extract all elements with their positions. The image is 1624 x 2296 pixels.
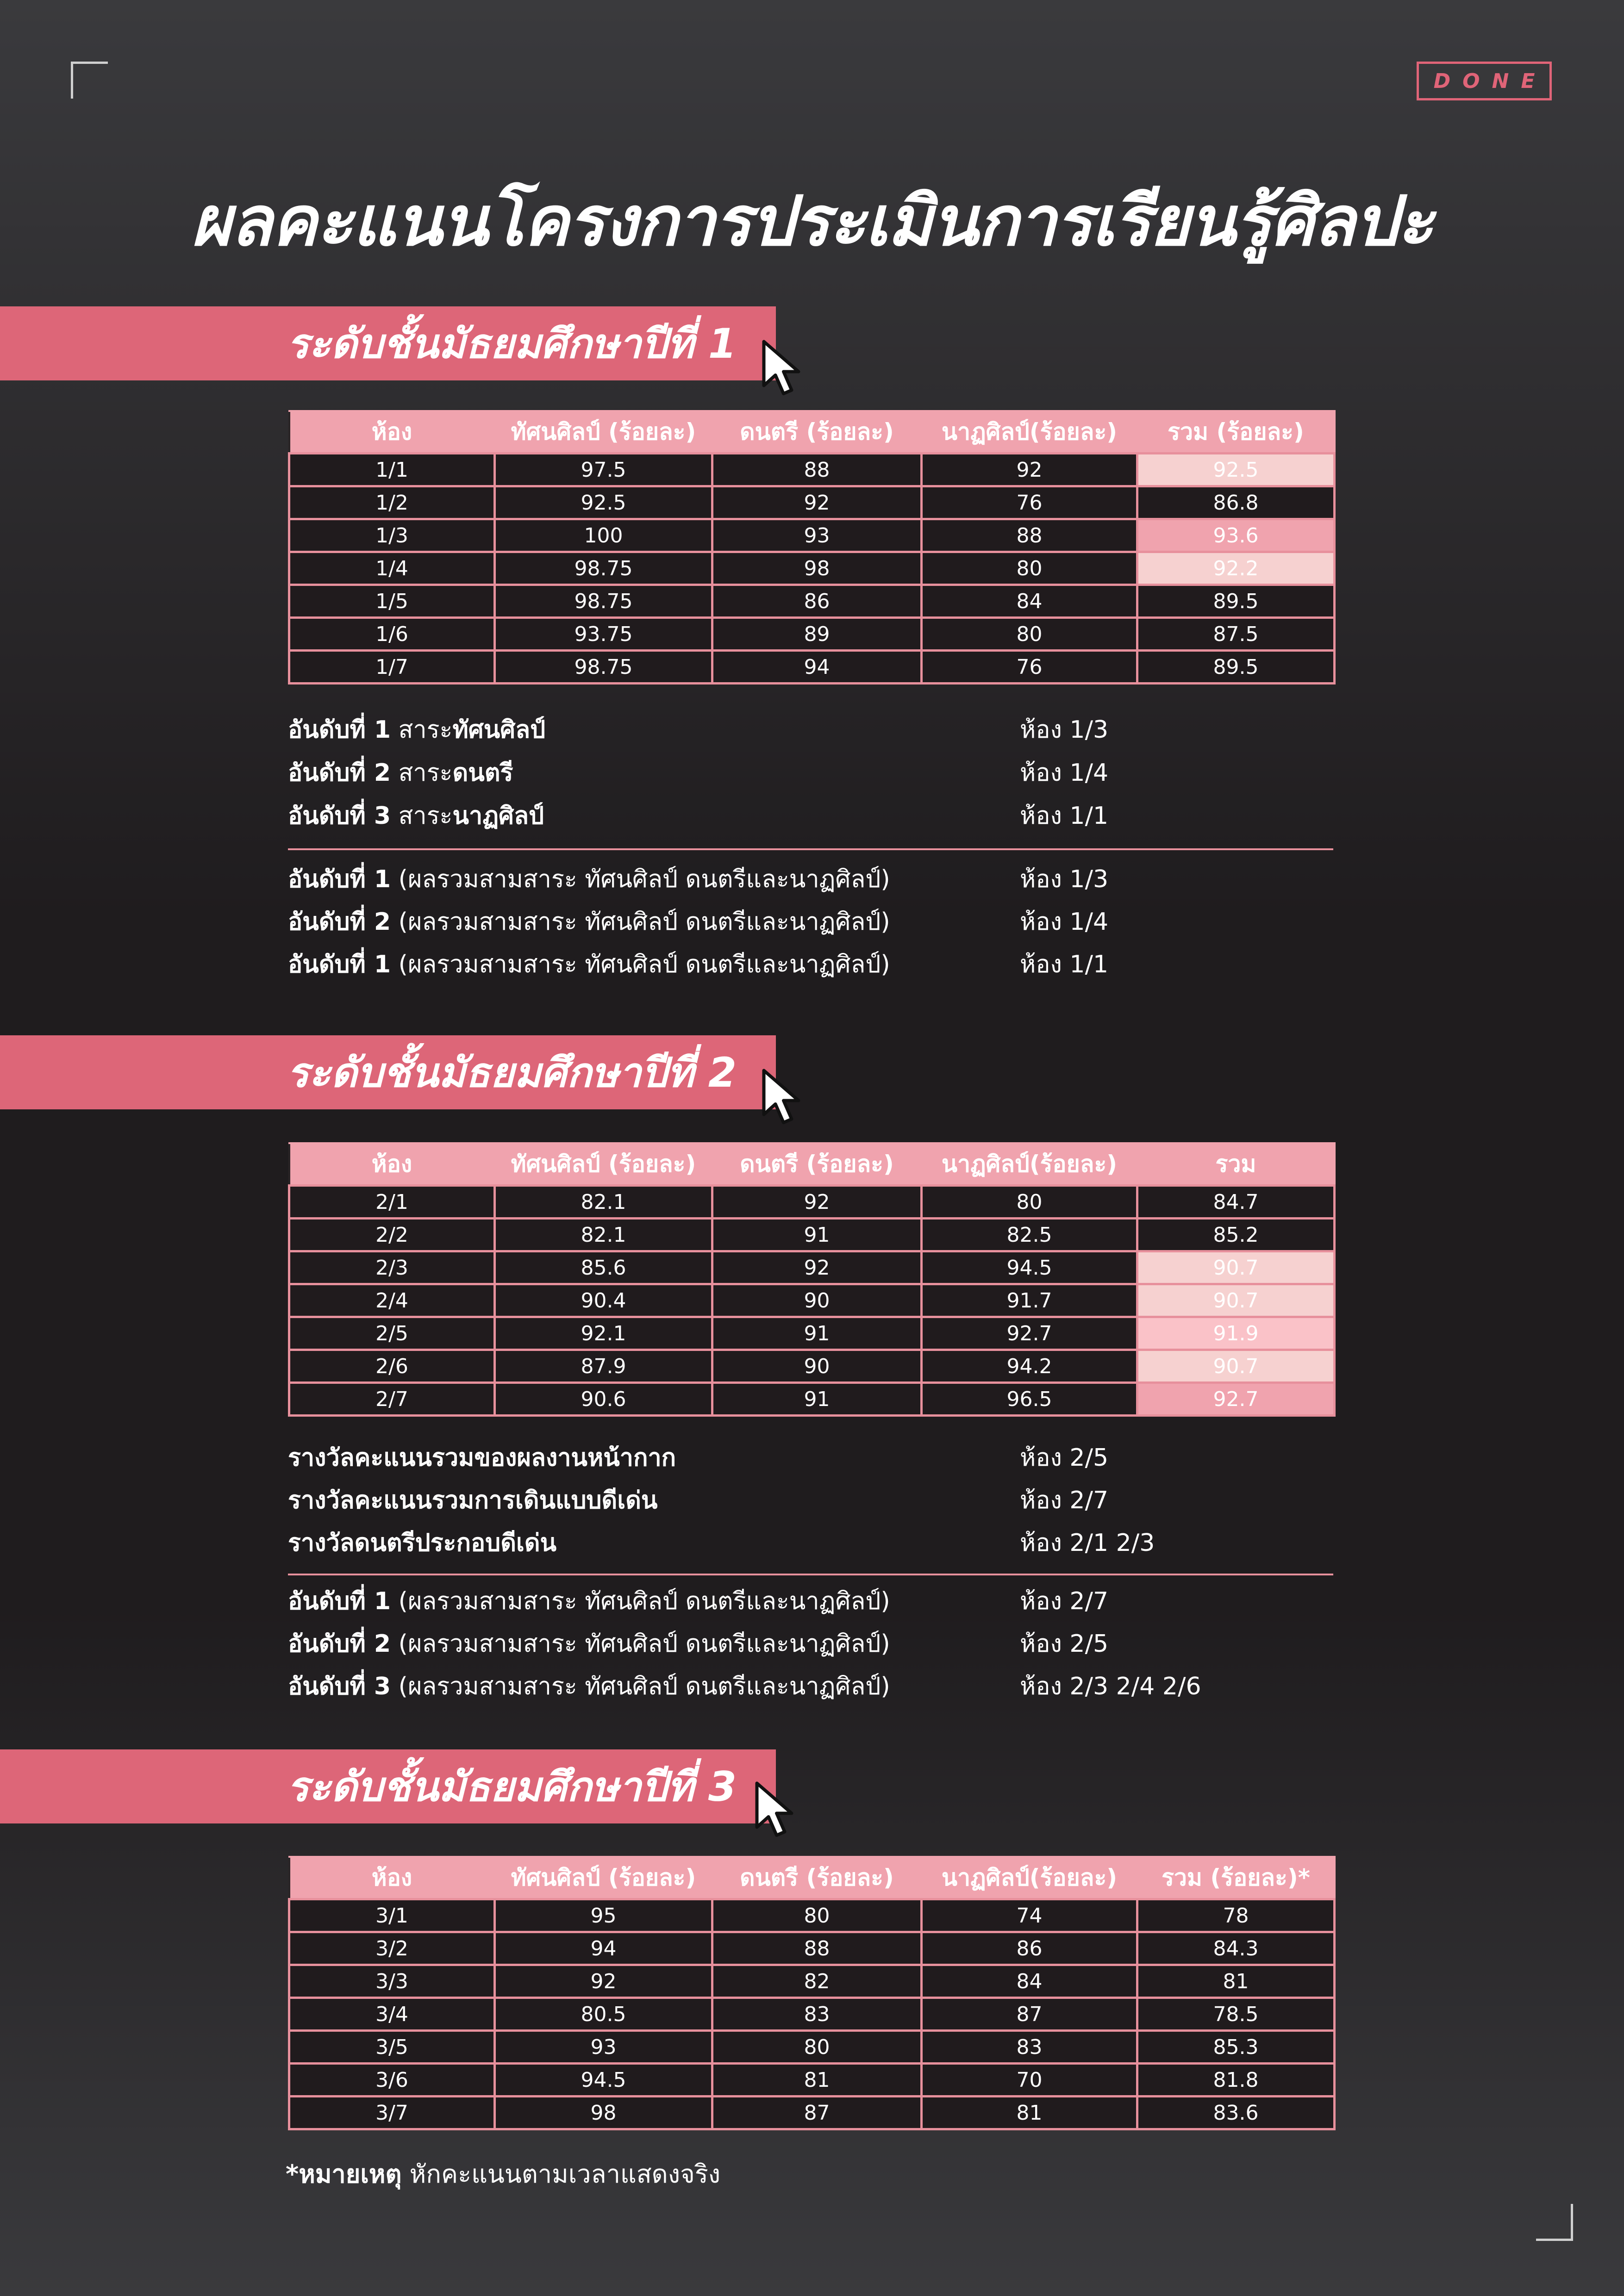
total-cell: 81: [1137, 1965, 1335, 1998]
table-cell: 94: [495, 1932, 712, 1965]
table-cell: 1/7: [289, 651, 495, 684]
total-cell-highlighted: 92.5: [1137, 454, 1335, 486]
table-cell: 92.5: [495, 486, 712, 519]
total-cell: 87.5: [1137, 618, 1335, 651]
table-cell: 3/7: [289, 2097, 495, 2129]
table-cell: 76: [922, 486, 1137, 519]
table-cell: 100: [495, 519, 712, 552]
table-cell: 3/6: [289, 2064, 495, 2097]
table-cell: 82.1: [495, 1186, 712, 1219]
table-cell: 3/1: [289, 1899, 495, 1932]
table-row: [289, 552, 1335, 585]
total-cell: 85.2: [1137, 1219, 1335, 1251]
table-row: [289, 1284, 1335, 1317]
table-cell: 93.75: [495, 618, 712, 651]
footnote: *หมายเหตุ หักคะแนนตามเวลาแสดงจริง: [286, 2159, 721, 2189]
table-cell: 80: [922, 1186, 1137, 1219]
section-banner-m1: [0, 306, 776, 380]
table-cell: 95: [495, 1899, 712, 1932]
cursor-arrow-icon: [752, 1781, 803, 1841]
table-cell: 1/6: [289, 618, 495, 651]
table-cell: 2/3: [289, 1251, 495, 1284]
table-row: [289, 1965, 1335, 1998]
total-cell-highlighted: 92.2: [1137, 552, 1335, 585]
table-cell: 81: [922, 2097, 1137, 2129]
scores-table-m3: [288, 1856, 1336, 2130]
table-cell: 76: [922, 651, 1137, 684]
table-cell: 86: [922, 1932, 1137, 1965]
corner-mark-top-left: [71, 62, 108, 99]
total-cell: 84.3: [1137, 1932, 1335, 1965]
table-cell: 83: [712, 1998, 922, 2031]
section-heading: ระดับชั้นมัธยมศึกษาปีที่ 2: [287, 1049, 737, 1096]
cursor-arrow-icon: [759, 1068, 810, 1128]
total-cell: 78.5: [1137, 1998, 1335, 2031]
cursor-arrow-icon: [759, 339, 810, 399]
table-cell: 2/2: [289, 1219, 495, 1251]
table-cell: 88: [922, 519, 1137, 552]
table-cell: 98: [495, 2097, 712, 2129]
overall-rank-item: อันดับที่ 1 (ผลรวมสามสาระ ทัศนศิลป์ ดนตรีและนาฏศิลป์): [288, 1587, 890, 1615]
total-cell: 86.8: [1137, 486, 1335, 519]
table-cell: 98: [712, 552, 922, 585]
table-row: [289, 486, 1335, 519]
total-cell: 78: [1137, 1899, 1335, 1932]
table-header-row: [289, 1857, 1335, 1899]
table-cell: 94.5: [495, 2064, 712, 2097]
table-row: [289, 1251, 1335, 1284]
table-cell: 92: [712, 486, 922, 519]
table-cell: 83: [922, 2031, 1137, 2064]
column-header: นาฏศิลป์(ร้อยละ): [922, 1143, 1137, 1186]
table-cell: 98.75: [495, 552, 712, 585]
table-row: [289, 651, 1335, 684]
table-cell: 2/7: [289, 1383, 495, 1416]
table-cell: 91: [712, 1383, 922, 1416]
overall-rank-item: อันดับที่ 2 (ผลรวมสามสาระ ทัศนศิลป์ ดนตรีและนาฏศิลป์): [288, 908, 890, 936]
section-heading: ระดับชั้นมัธยมศึกษาปีที่ 1: [287, 320, 737, 367]
total-cell: 89.5: [1137, 651, 1335, 684]
table-cell: 87.9: [495, 1350, 712, 1383]
table-cell: 80.5: [495, 1998, 712, 2031]
table-cell: 84: [922, 1965, 1137, 1998]
table-cell: 96.5: [922, 1383, 1137, 1416]
table-cell: 1/2: [289, 486, 495, 519]
award-item: รางวัลคะแนนรวมการเดินแบบดีเด่น: [288, 1487, 658, 1514]
divider: [288, 848, 1333, 850]
scores-table-m1: [288, 410, 1336, 684]
table-cell: 90: [712, 1284, 922, 1317]
table-row: [289, 454, 1335, 486]
overall-rank-item: อันดับที่ 3 (ผลรวมสามสาระ ทัศนศิลป์ ดนตรีและนาฏศิลป์): [288, 1673, 890, 1700]
table-cell: 94: [712, 651, 922, 684]
corner-mark-bottom-right: [1536, 2204, 1573, 2241]
table-cell: 84: [922, 585, 1137, 618]
total-cell: 84.7: [1137, 1186, 1335, 1219]
table-cell: 94.5: [922, 1251, 1137, 1284]
overall-rank-room: ห้อง 2/7: [1020, 1587, 1109, 1615]
table-cell: 1/4: [289, 552, 495, 585]
overall-rank-room: ห้อง 2/3 2/4 2/6: [1020, 1673, 1201, 1700]
column-header: รวม (ร้อยละ): [1137, 411, 1335, 454]
table-cell: 80: [922, 552, 1137, 585]
table-row: [289, 1317, 1335, 1350]
table-cell: 89: [712, 618, 922, 651]
overall-rank-room: ห้อง 1/4: [1020, 908, 1109, 936]
table-cell: 3/2: [289, 1932, 495, 1965]
table-cell: 2/1: [289, 1186, 495, 1219]
table-cell: 82.1: [495, 1219, 712, 1251]
column-header: ดนตรี (ร้อยละ): [712, 1143, 922, 1186]
table-cell: 2/5: [289, 1317, 495, 1350]
subject-rank-item: อันดับที่ 1 สาระทัศนศิลป์: [288, 716, 546, 744]
table-cell: 90.4: [495, 1284, 712, 1317]
total-cell: 85.3: [1137, 2031, 1335, 2064]
column-header: รวม: [1137, 1143, 1335, 1186]
done-badge: DONE: [1417, 62, 1552, 100]
award-room: ห้อง 2/5: [1020, 1444, 1109, 1472]
table-cell: 92: [712, 1251, 922, 1284]
subject-rank-room: ห้อง 1/4: [1020, 759, 1109, 787]
table-cell: 87: [922, 1998, 1137, 2031]
table-cell: 87: [712, 2097, 922, 2129]
overall-rank-item: อันดับที่ 1 (ผลรวมสามสาระ ทัศนศิลป์ ดนตรีและนาฏศิลป์): [288, 951, 890, 978]
table-header-row: [289, 411, 1335, 454]
total-cell: 83.6: [1137, 2097, 1335, 2129]
total-cell: 81.8: [1137, 2064, 1335, 2097]
subject-rank-item: อันดับที่ 3 สาระนาฏศิลป์: [288, 802, 544, 830]
section-banner-m3: [0, 1749, 776, 1823]
table-cell: 3/4: [289, 1998, 495, 2031]
table-row: [289, 585, 1335, 618]
table-cell: 3/3: [289, 1965, 495, 1998]
total-cell-highlighted: 90.7: [1137, 1284, 1335, 1317]
table-cell: 1/3: [289, 519, 495, 552]
column-header: นาฏศิลป์(ร้อยละ): [922, 1857, 1137, 1899]
table-row: [289, 519, 1335, 552]
table-cell: 82.5: [922, 1219, 1137, 1251]
table-row: [289, 2064, 1335, 2097]
table-cell: 80: [712, 2031, 922, 2064]
subject-rank-room: ห้อง 1/1: [1020, 802, 1109, 830]
table-cell: 93: [495, 2031, 712, 2064]
table-cell: 82: [712, 1965, 922, 1998]
table-cell: 81: [712, 2064, 922, 2097]
column-header: นาฏศิลป์(ร้อยละ): [922, 411, 1137, 454]
scores-table-m2: [288, 1142, 1336, 1417]
section-banner-m2: [0, 1035, 776, 1109]
page-title: ผลคะแนนโครงการประเมินการเรียนรู้ศิลปะ: [191, 181, 1433, 261]
table-cell: 90: [712, 1350, 922, 1383]
award-room: ห้อง 2/1 2/3: [1020, 1529, 1155, 1557]
column-header: ทัศนศิลป์ (ร้อยละ): [495, 1143, 712, 1186]
overall-rank-room: ห้อง 1/3: [1020, 865, 1109, 893]
table-cell: 86: [712, 585, 922, 618]
total-cell-highlighted: 90.7: [1137, 1251, 1335, 1284]
table-cell: 91: [712, 1219, 922, 1251]
total-cell-highlighted: 93.6: [1137, 519, 1335, 552]
column-header: ห้อง: [289, 411, 495, 454]
column-header: ห้อง: [289, 1143, 495, 1186]
table-cell: 2/4: [289, 1284, 495, 1317]
overall-rank-item: อันดับที่ 1 (ผลรวมสามสาระ ทัศนศิลป์ ดนตรีและนาฏศิลป์): [288, 865, 890, 893]
award-room: ห้อง 2/7: [1020, 1487, 1109, 1514]
table-cell: 70: [922, 2064, 1137, 2097]
table-row: [289, 1350, 1335, 1383]
table-cell: 93: [712, 519, 922, 552]
table-cell: 2/6: [289, 1350, 495, 1383]
table-cell: 92: [712, 1186, 922, 1219]
column-header: ดนตรี (ร้อยละ): [712, 411, 922, 454]
subject-rank-room: ห้อง 1/3: [1020, 716, 1109, 744]
table-cell: 74: [922, 1899, 1137, 1932]
table-cell: 1/5: [289, 585, 495, 618]
section-heading: ระดับชั้นมัธยมศึกษาปีที่ 3: [287, 1763, 737, 1811]
subject-rank-item: อันดับที่ 2 สาระดนตรี: [288, 759, 513, 787]
overall-rank-room: ห้อง 1/1: [1020, 951, 1109, 978]
table-cell: 80: [712, 1899, 922, 1932]
column-header: ดนตรี (ร้อยละ): [712, 1857, 922, 1899]
total-cell-highlighted: 92.7: [1137, 1383, 1335, 1416]
table-cell: 88: [712, 454, 922, 486]
table-row: [289, 1383, 1335, 1416]
award-item: รางวัลคะแนนรวมของผลงานหน้ากาก: [288, 1444, 676, 1472]
table-row: [289, 618, 1335, 651]
table-cell: 88: [712, 1932, 922, 1965]
table-cell: 85.6: [495, 1251, 712, 1284]
table-cell: 98.75: [495, 651, 712, 684]
table-cell: 92.1: [495, 1317, 712, 1350]
table-cell: 98.75: [495, 585, 712, 618]
table-cell: 90.6: [495, 1383, 712, 1416]
total-cell-highlighted: 91.9: [1137, 1317, 1335, 1350]
award-item: รางวัลดนตรีประกอบดีเด่น: [288, 1529, 557, 1557]
table-cell: 92: [922, 454, 1137, 486]
table-row: [289, 1219, 1335, 1251]
table-row: [289, 1998, 1335, 2031]
table-cell: 97.5: [495, 454, 712, 486]
table-cell: 94.2: [922, 1350, 1137, 1383]
column-header: ห้อง: [289, 1857, 495, 1899]
table-cell: 1/1: [289, 454, 495, 486]
table-header-row: [289, 1143, 1335, 1186]
table-row: [289, 1932, 1335, 1965]
table-cell: 92: [495, 1965, 712, 1998]
table-cell: 80: [922, 618, 1137, 651]
table-cell: 3/5: [289, 2031, 495, 2064]
table-row: [289, 1899, 1335, 1932]
table-row: [289, 2031, 1335, 2064]
table-cell: 91: [712, 1317, 922, 1350]
column-header: ทัศนศิลป์ (ร้อยละ): [495, 1857, 712, 1899]
total-cell-highlighted: 90.7: [1137, 1350, 1335, 1383]
overall-rank-room: ห้อง 2/5: [1020, 1630, 1109, 1658]
table-row: [289, 1186, 1335, 1219]
table-cell: 91.7: [922, 1284, 1137, 1317]
table-cell: 92.7: [922, 1317, 1137, 1350]
total-cell: 89.5: [1137, 585, 1335, 618]
divider: [288, 1574, 1333, 1575]
table-row: [289, 2097, 1335, 2129]
column-header: ทัศนศิลป์ (ร้อยละ): [495, 411, 712, 454]
overall-rank-item: อันดับที่ 2 (ผลรวมสามสาระ ทัศนศิลป์ ดนตรีและนาฏศิลป์): [288, 1630, 890, 1658]
column-header: รวม (ร้อยละ)*: [1137, 1857, 1335, 1899]
